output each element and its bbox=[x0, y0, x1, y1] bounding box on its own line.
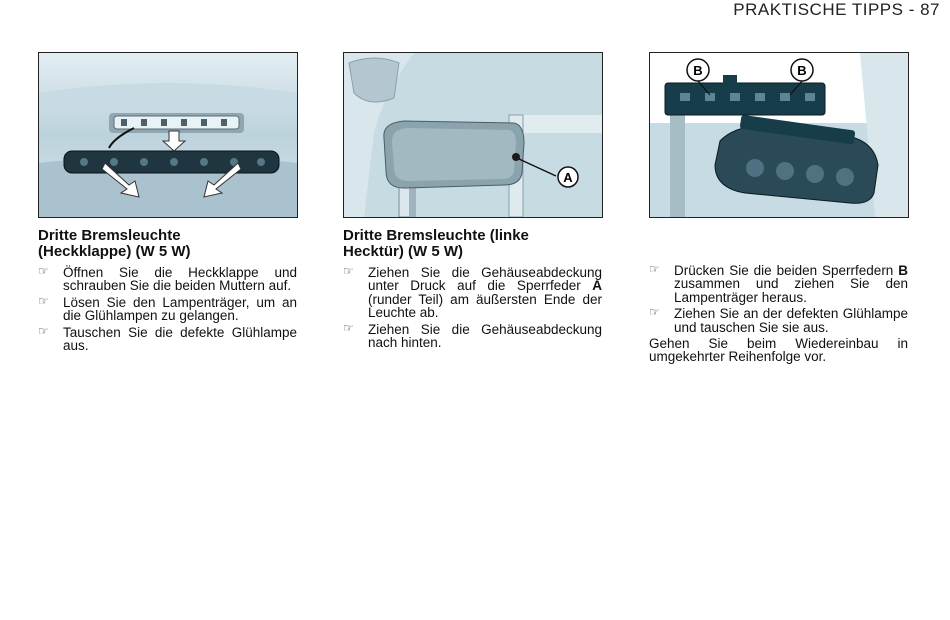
list-item: ☞ Ziehen Sie an der defekten Glühlampe und tauschen Sie sie aus. bbox=[649, 305, 908, 335]
closing-paragraph: Gehen Sie beim Wiedereinbau in umgekehrter Reihenfolge vor. bbox=[649, 336, 908, 365]
pointing-hand-icon: ☞ bbox=[343, 264, 354, 278]
list-item: ☞ Öffnen Sie die Heckklappe und schrauben Sie die beiden Muttern auf. bbox=[38, 264, 297, 294]
section-title: Dritte Bremsleuchte (linke Hecktür) (W 5 W) bbox=[343, 227, 529, 260]
pointing-hand-icon: ☞ bbox=[649, 262, 660, 276]
steps-list bbox=[343, 266, 602, 349]
pointing-hand-icon: ☞ bbox=[343, 320, 354, 335]
section-rear-door bbox=[343, 228, 602, 352]
section-lamp-holder bbox=[649, 264, 908, 364]
list-item: ☞ Drücken Sie die beiden Sperrfedern B zusammen und ziehen Sie den Lampenträger heraus. bbox=[649, 262, 908, 305]
pointing-hand-icon: ☞ bbox=[38, 264, 49, 278]
callout-a: A bbox=[563, 170, 573, 185]
list-item: ☞ Ziehen Sie die Gehäuseabdeckung nach hinten. bbox=[343, 320, 602, 351]
page-header: PRAKTISCHE TIPPS - 87 bbox=[733, 0, 940, 19]
figure-lamp-holder bbox=[649, 52, 909, 218]
pointing-hand-icon: ☞ bbox=[38, 323, 49, 338]
list-item: ☞ Tauschen Sie die defekte Glühlampe aus. bbox=[38, 323, 297, 354]
callout-b-right: B bbox=[797, 63, 807, 78]
pointing-hand-icon: ☞ bbox=[38, 293, 49, 308]
section-tailgate bbox=[38, 228, 297, 355]
steps-list bbox=[649, 264, 908, 334]
figure-tailgate-brake-light bbox=[38, 52, 298, 218]
pointing-hand-icon: ☞ bbox=[649, 305, 660, 320]
steps-list bbox=[38, 266, 297, 352]
list-item: ☞ Ziehen Sie die Gehäuseabdeckung unter Druck auf die Sperrfeder A (runder Teil) am äußersten Ende der Leuchte ab. bbox=[343, 264, 602, 321]
callout-b-left: B bbox=[693, 63, 703, 78]
list-item: ☞ Lösen Sie den Lampenträger, um an die Glühlampen zu gelangen. bbox=[38, 293, 297, 324]
section-title: Dritte Bremsleuchte (Heckklappe) (W 5 W) bbox=[38, 227, 191, 260]
figure-rear-door-brake-light bbox=[343, 52, 603, 218]
